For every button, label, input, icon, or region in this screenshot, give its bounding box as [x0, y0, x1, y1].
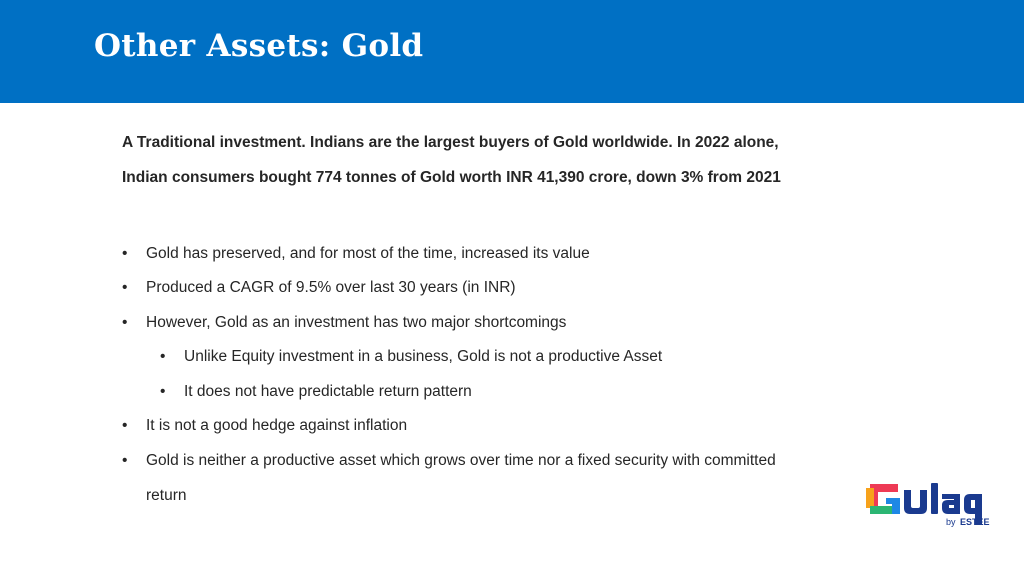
bullet-icon: •: [122, 417, 128, 434]
bullet-text: Gold has preserved, and for most of the time, increased its value: [146, 245, 590, 262]
bullet-icon: •: [160, 348, 166, 365]
slide-title: Other Assets: Gold: [94, 28, 424, 64]
bullet-icon: •: [122, 245, 128, 262]
bullet-text: Gold is neither a productive asset which grows over time nor a fixed security with committed return: [146, 452, 776, 504]
logo-brand-text: ESTEE: [960, 517, 990, 527]
bullet-text: Unlike Equity investment in a business, Gold is not a productive Asset: [184, 348, 663, 365]
bullet-text: It is not a good hedge against inflation: [146, 417, 408, 434]
bullet-icon: •: [160, 383, 166, 400]
logo-by-text: by: [946, 517, 956, 527]
bullet-icon: •: [122, 279, 128, 296]
bullet-text: It does not have predictable return pattern: [184, 383, 472, 400]
intro-paragraph: A Traditional investment. Indians are the largest buyers of Gold worldwide. In 2022 alone, Indian consumers bought 774 tonnes of Gold worth INR 41,390 crore, down 3% from 2021: [122, 134, 781, 186]
bullet-text: Produced a CAGR of 9.5% over last 30 years (in INR): [146, 279, 516, 296]
bullet-text: However, Gold as an investment has two major shortcomings: [146, 314, 567, 331]
gulaq-logo: [864, 478, 1000, 528]
bullet-icon: •: [122, 314, 128, 331]
title-bar: [0, 0, 1024, 103]
bullet-icon: •: [122, 452, 128, 469]
logo-g-icon: [866, 484, 900, 514]
